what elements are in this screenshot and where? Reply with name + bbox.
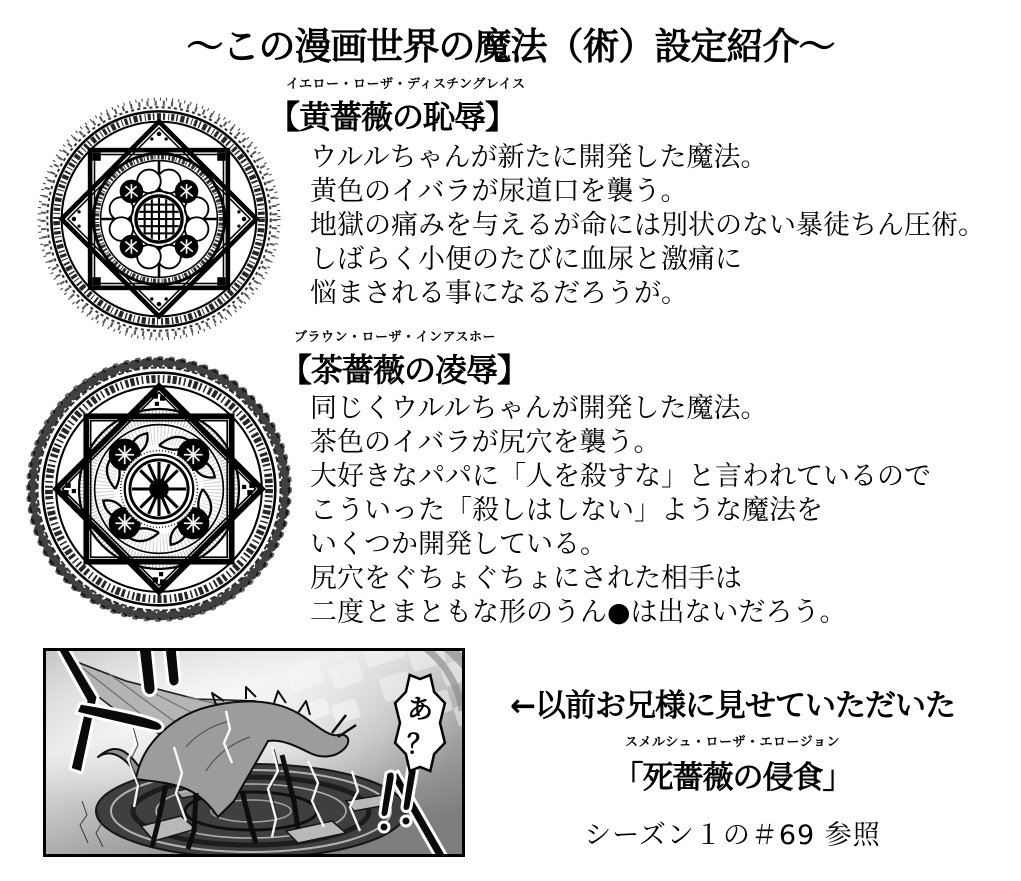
description-line: 茶色のイバラが尻穴を襲う。	[310, 427, 661, 458]
reference-issue: シーズン１の＃69 参照	[584, 820, 881, 851]
spell3-title: 「死薔薇の侵食」	[612, 760, 853, 796]
spell2-heading: 【茶薔薇の凌辱】	[280, 351, 529, 389]
spell2-header	[280, 326, 528, 391]
description-line: 大好きなパパに「人を殺すな」と言われているので	[310, 461, 931, 492]
center-grid-orb	[131, 191, 186, 246]
spell1-description	[310, 141, 985, 311]
manga-panel-dragon-illustration	[43, 648, 465, 857]
bubble-text-q: ？	[406, 730, 434, 760]
description-line: 二度とまともな形のうん●は出ないだろう。	[310, 597, 847, 628]
bubble-text-a: あ	[406, 695, 434, 725]
magic-circle-yellow-rose-icon	[36, 96, 282, 342]
magic-circle-brown-rose-icon	[24, 354, 294, 624]
spell2-ruby: ブラウン・ローザ・インアスホー	[294, 330, 496, 345]
description-line: いくつか開発している。	[310, 529, 607, 560]
spell3-ruby: スメルシュ・ローザ・エロージョン	[625, 735, 840, 750]
description-line: 尻穴をぐちょぐちょにされた相手は	[310, 563, 742, 594]
description-line: 同じくウルルちゃんが開発した魔法。	[310, 393, 768, 424]
reference-intro: ←以前お兄様に見せていただいた	[510, 688, 955, 724]
spell1-ruby: イエロー・ローザ・ディスチングレイス	[286, 77, 526, 92]
spell1-heading: 【黄薔薇の恥辱】	[268, 98, 517, 136]
reference-note	[455, 680, 1010, 852]
description-line: 悩まされる事になるだろうが。	[310, 278, 688, 309]
spell1-header	[268, 73, 526, 138]
center-wheel	[121, 451, 198, 528]
description-line: 地獄の痛みを与えるが命には別状のない暴徒ちん圧術。	[310, 210, 985, 241]
description-line: 黄色のイバラが尿道口を襲う。	[310, 176, 688, 207]
description-line: ウルルちゃんが新たに開発した魔法。	[310, 142, 768, 173]
page-title: ～この漫画世界の魔法（術）設定紹介～	[186, 25, 835, 68]
spell2-description	[310, 392, 931, 630]
description-line: しばらく小便のたびに血尿と激痛に	[310, 244, 742, 275]
description-line: こういった「殺しはしない」ような魔法を	[310, 495, 823, 526]
